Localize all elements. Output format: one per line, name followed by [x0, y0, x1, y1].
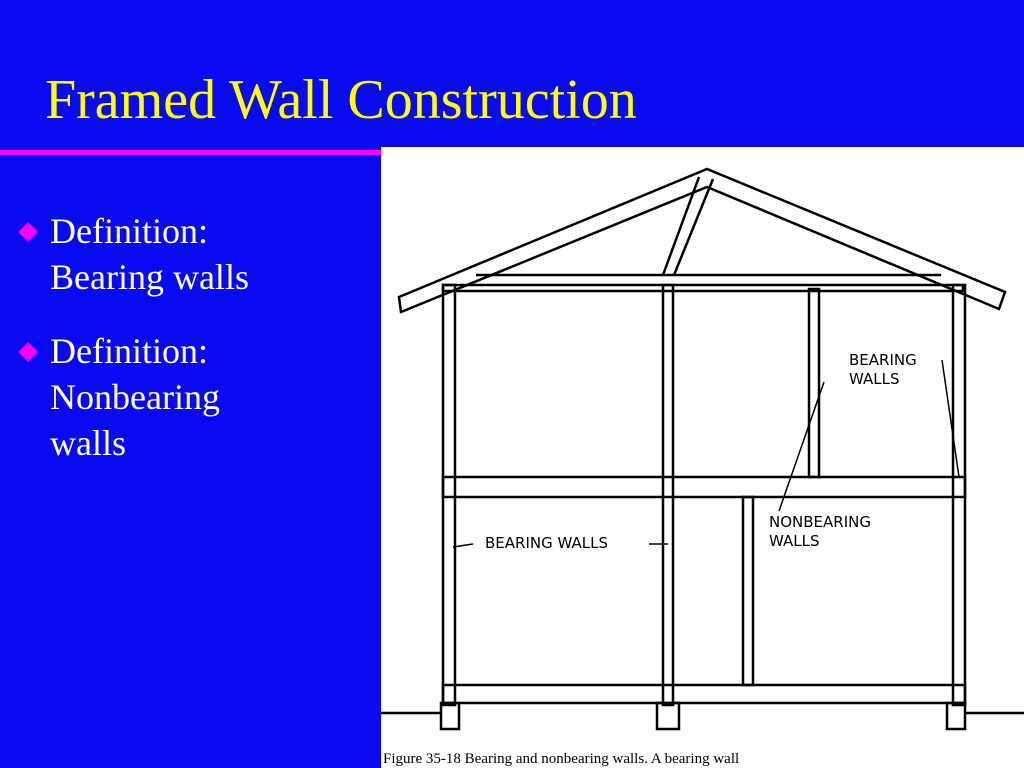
diamond-bullet-icon — [18, 342, 38, 362]
upper-nonbearing-wall — [809, 289, 819, 477]
center-bearing-wall — [663, 285, 673, 705]
bullet-line: Definition: — [50, 211, 208, 251]
left-exterior-wall — [443, 285, 455, 705]
left-footing — [441, 703, 459, 729]
first-floor-framing — [443, 685, 965, 703]
center-footing — [657, 703, 679, 729]
diamond-bullet-icon — [18, 222, 38, 242]
figure-caption: Figure 35-18 Bearing and nonbearing walls. A bearing wall — [383, 751, 740, 767]
right-exterior-wall — [953, 285, 965, 705]
bullet-list — [12, 208, 372, 494]
bullet-item-nonbearing — [12, 328, 372, 466]
right-footing — [947, 703, 965, 729]
title-underline — [0, 150, 383, 155]
house-cross-section-drawing — [381, 147, 1024, 768]
bullet-line: Bearing walls — [50, 257, 249, 297]
leader-line — [942, 360, 959, 477]
lower-nonbearing-wall — [743, 497, 753, 685]
second-floor-framing — [443, 477, 965, 497]
slide-title: Framed Wall Construction — [45, 69, 637, 131]
bullet-line: Definition: — [50, 331, 208, 371]
house-section-figure — [381, 147, 1024, 768]
leader-line — [779, 382, 824, 511]
label-bearing-walls-lower: BEARING WALLS — [485, 534, 608, 552]
label-nonbearing-walls: NONBEARING WALLS — [769, 513, 871, 550]
label-bearing-walls-upper: BEARING WALLS — [849, 351, 917, 388]
bullet-line: walls — [50, 423, 126, 463]
bullet-item-bearing — [12, 208, 372, 300]
top-plate — [443, 285, 963, 291]
bullet-line: Nonbearing — [50, 377, 220, 417]
